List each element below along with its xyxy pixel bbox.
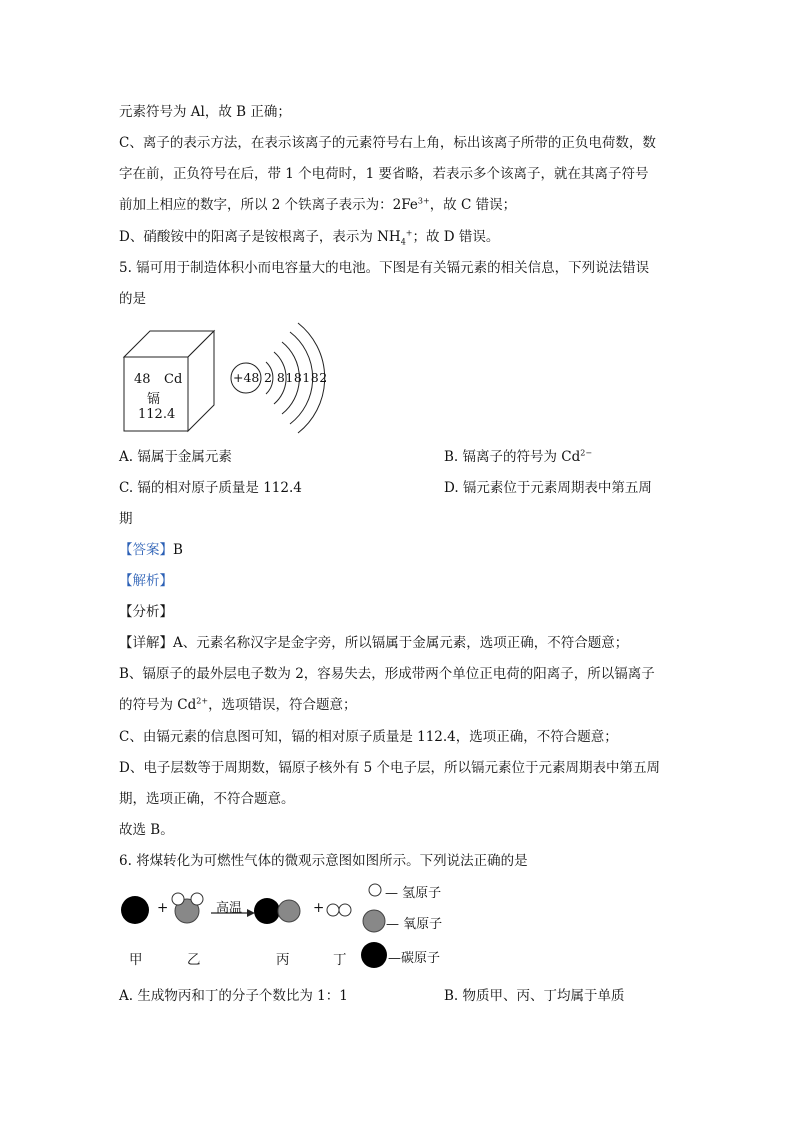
question-5-stem-cont: 的是 bbox=[119, 291, 146, 307]
question-6-stem: 6. 将煤转化为可燃性气体的微观示意图如图所示。下列说法正确的是 bbox=[119, 853, 528, 869]
text-line-5a: D、硝酸铵中的阳离子是铵根离子，表示为 NH bbox=[119, 229, 401, 245]
element-mass: 112.4 bbox=[138, 407, 176, 422]
legend-hydrogen: — 氢原子 bbox=[385, 886, 442, 901]
nucleus-charge: +48 bbox=[233, 370, 260, 385]
text-line-5 bbox=[119, 227, 499, 253]
legend-carbon: —碳原子 bbox=[388, 951, 441, 966]
option-d-cont: 期 bbox=[119, 511, 133, 527]
text-line-2: C、离子的表示方法，在表示该离子的元素符号右上角，标出该离子所带的正负电荷数，数 bbox=[119, 135, 656, 151]
detail-line-2: B、镉原子的最外层电子数为 2，容易失去，形成带两个单位正电荷的阳离子，所以镉离子 bbox=[119, 666, 655, 682]
detail-line-1 bbox=[119, 633, 628, 653]
label-yi: 乙 bbox=[187, 952, 201, 968]
fe-charge: 3+ bbox=[417, 196, 430, 206]
detail-line-5: D、电子层数等于周期数，镉原子核外有 5 个电子层，所以镉元素位于元素周期表中第五周 bbox=[119, 760, 660, 776]
option-d: D. 镉元素位于元素周期表中第五周 bbox=[444, 480, 652, 496]
label-bing: 丙 bbox=[276, 952, 290, 968]
nh4-subscript: 4 bbox=[400, 237, 406, 247]
text-line-1: 元素符号为 Al，故 B 正确； bbox=[119, 104, 291, 120]
fenxi-tag: 【分析】 bbox=[119, 604, 173, 620]
detail-line-6: 期，选项正确，不符合题意。 bbox=[119, 791, 295, 807]
q6-option-a: A. 生成物丙和丁的分子个数比为 1：1 bbox=[119, 988, 348, 1004]
detail-line-4: C、由镉元素的信息图可知，镉的相对原子质量是 112.4，选项正确，不符合题意； bbox=[119, 729, 618, 745]
element-number: 48 bbox=[134, 372, 151, 387]
legend-oxygen: — 氧原子 bbox=[386, 917, 443, 932]
text-line-4 bbox=[119, 195, 516, 215]
text-line-3: 字在前，正负符号在后，带 1 个电荷时，1 要省略，若表示多个该离子，就在其离子符号 bbox=[119, 166, 649, 182]
nh4-charge: + bbox=[405, 228, 413, 238]
analysis-tag: 【解析】 bbox=[119, 573, 173, 589]
detail-text-3a: 的符号为 Cd bbox=[119, 697, 197, 713]
answer-tag: 【答案】 bbox=[119, 542, 173, 558]
text-line-4a: 前加上相应的数字，所以 2 个铁离子表示为：2Fe bbox=[119, 197, 418, 213]
label-ding: 丁 bbox=[333, 952, 347, 968]
option-b-text: B. 镉离子的符号为 Cd bbox=[444, 449, 581, 465]
element-symbol: Cd bbox=[164, 372, 183, 387]
reaction-condition: 高温 bbox=[216, 901, 243, 916]
option-a: A. 镉属于金属元素 bbox=[119, 449, 232, 465]
text-line-5b: ；故 D 错误。 bbox=[412, 229, 500, 245]
cd-charge: 2+ bbox=[196, 696, 209, 706]
option-b bbox=[444, 447, 592, 467]
answer-line bbox=[119, 540, 183, 560]
plus-sign-1: + bbox=[157, 900, 169, 916]
plus-sign-2: + bbox=[313, 900, 325, 916]
option-b-charge: 2− bbox=[580, 448, 593, 458]
detail-text-1: A、元素名称汉字是金字旁，所以镉属于金属元素，选项正确，不符合题意； bbox=[173, 635, 629, 651]
detail-line-7: 故选 B。 bbox=[119, 822, 174, 838]
option-c: C. 镉的相对原子质量是 112.4 bbox=[119, 480, 302, 496]
detail-tag: 【详解】 bbox=[119, 635, 173, 651]
electron-shells: 2 818182 bbox=[264, 370, 328, 385]
text-line-4b: ，故 C 错误； bbox=[429, 197, 517, 213]
label-jia: 甲 bbox=[129, 952, 143, 968]
element-name: 镉 bbox=[147, 392, 161, 407]
detail-line-3 bbox=[119, 695, 357, 715]
answer-value: B bbox=[173, 542, 183, 558]
detail-text-3b: ，选项错误，符合题意； bbox=[208, 697, 357, 713]
question-5-stem: 5. 镉可用于制造体积小而电容量大的电池。下图是有关镉元素的相关信息，下列说法错误 bbox=[119, 260, 650, 276]
q6-option-b: B. 物质甲、丙、丁均属于单质 bbox=[444, 988, 625, 1004]
